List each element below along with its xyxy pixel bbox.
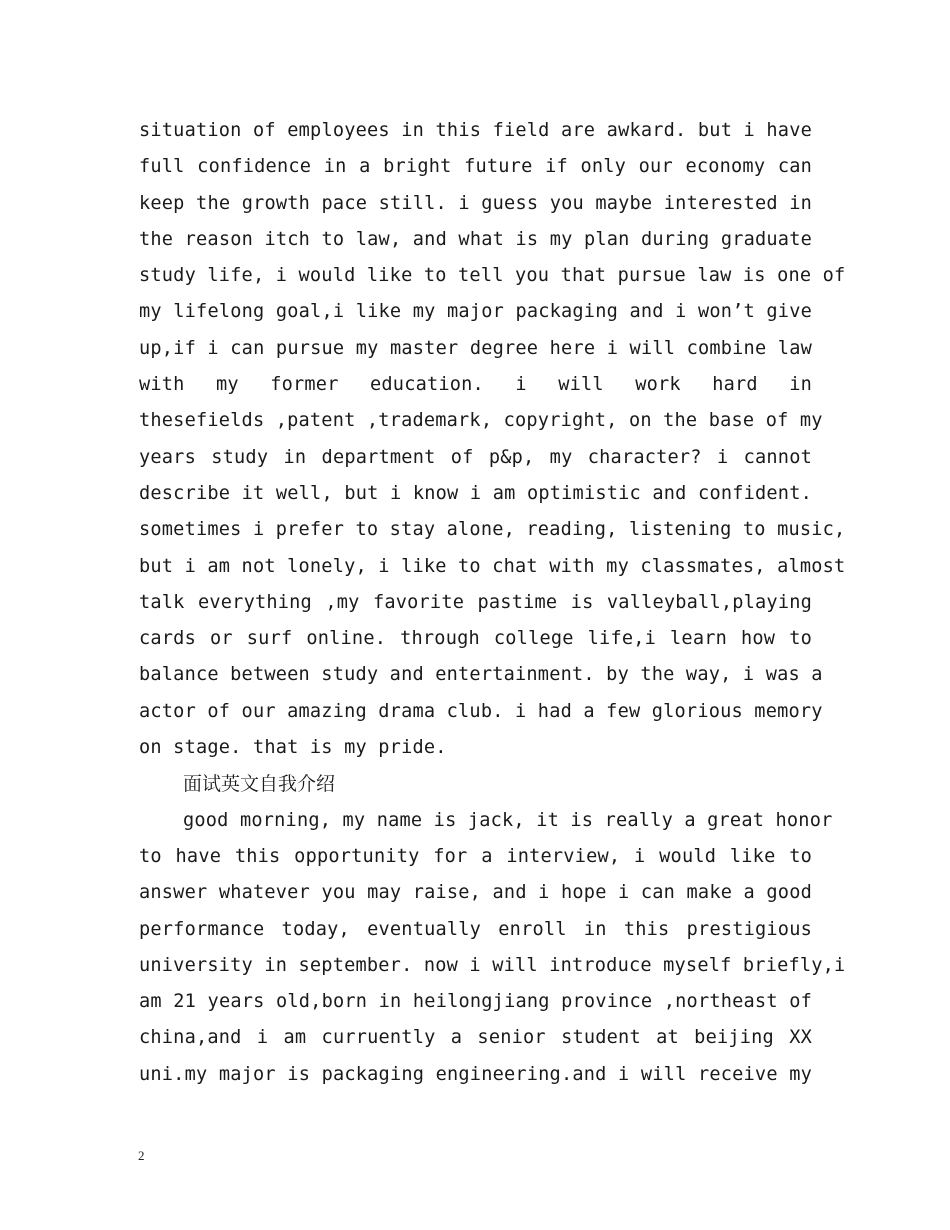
text-line: good morning, my name is jack, it is really a great honor bbox=[183, 809, 833, 831]
text-line: cards or surf online. through college life,i learn how to bbox=[139, 628, 812, 650]
text-line: keep the growth pace still. i guess you maybe interested in bbox=[139, 192, 812, 214]
text-line: the reason itch to law, and what is my plan during graduate bbox=[139, 228, 812, 250]
text-line: full confidence in a bright future if only our economy can bbox=[139, 156, 812, 178]
text-line: answer whatever you may raise, and i hope i can make a good bbox=[139, 882, 812, 904]
text-line: with my former education. i will work hard in bbox=[139, 374, 812, 396]
text-line: performance today, eventually enroll in this prestigious bbox=[139, 918, 812, 940]
text-line: talk everything ,my favorite pastime is valleyball,playing bbox=[139, 591, 812, 613]
page-number: 2 bbox=[138, 1148, 145, 1163]
text-line: balance between study and entertainment. by the way, i was a bbox=[139, 664, 823, 686]
text-line: uni.my major is packaging engineering.and i will receive my bbox=[139, 1063, 812, 1085]
text-line: china,and i am curruently a senior student at beijing XX bbox=[139, 1027, 812, 1049]
text-line: up,if i can pursue my master degree here i will combine law bbox=[139, 337, 812, 359]
text-line: situation of employees in this field are awkard. but i have bbox=[139, 120, 812, 141]
text-line: describe it well, but i know i am optimistic and confident. bbox=[139, 482, 812, 504]
text-line: but i am not lonely, i like to chat with my classmates, almost bbox=[139, 555, 846, 577]
text-line: to have this opportunity for a interview, i would like to bbox=[139, 845, 812, 867]
text-line: sometimes i prefer to stay alone, reading, listening to music, bbox=[139, 519, 846, 541]
text-line: am 21 years old,born in heilongjiang province ,northeast of bbox=[139, 991, 812, 1013]
text-line: thesefields ,patent ,trademark, copyright, on the base of my bbox=[139, 410, 823, 432]
paragraph-1 bbox=[139, 113, 846, 766]
text-line: university in september. now i will introduce myself briefly,i bbox=[139, 954, 846, 976]
text-line: my lifelong goal,i like my major packaging and i won’t give bbox=[139, 301, 812, 323]
text-line: study life, i would like to tell you that pursue law is one of bbox=[139, 265, 846, 287]
text-line: on stage. that is my pride. bbox=[139, 737, 447, 759]
document-body bbox=[139, 113, 846, 1093]
text-line: actor of our amazing drama club. i had a few glorious memory bbox=[139, 700, 823, 722]
text-line: years study in department of p&p, my character? i cannot bbox=[139, 446, 812, 468]
paragraph-2 bbox=[139, 803, 846, 1093]
section-heading: 面试英文自我介绍 bbox=[183, 773, 336, 796]
